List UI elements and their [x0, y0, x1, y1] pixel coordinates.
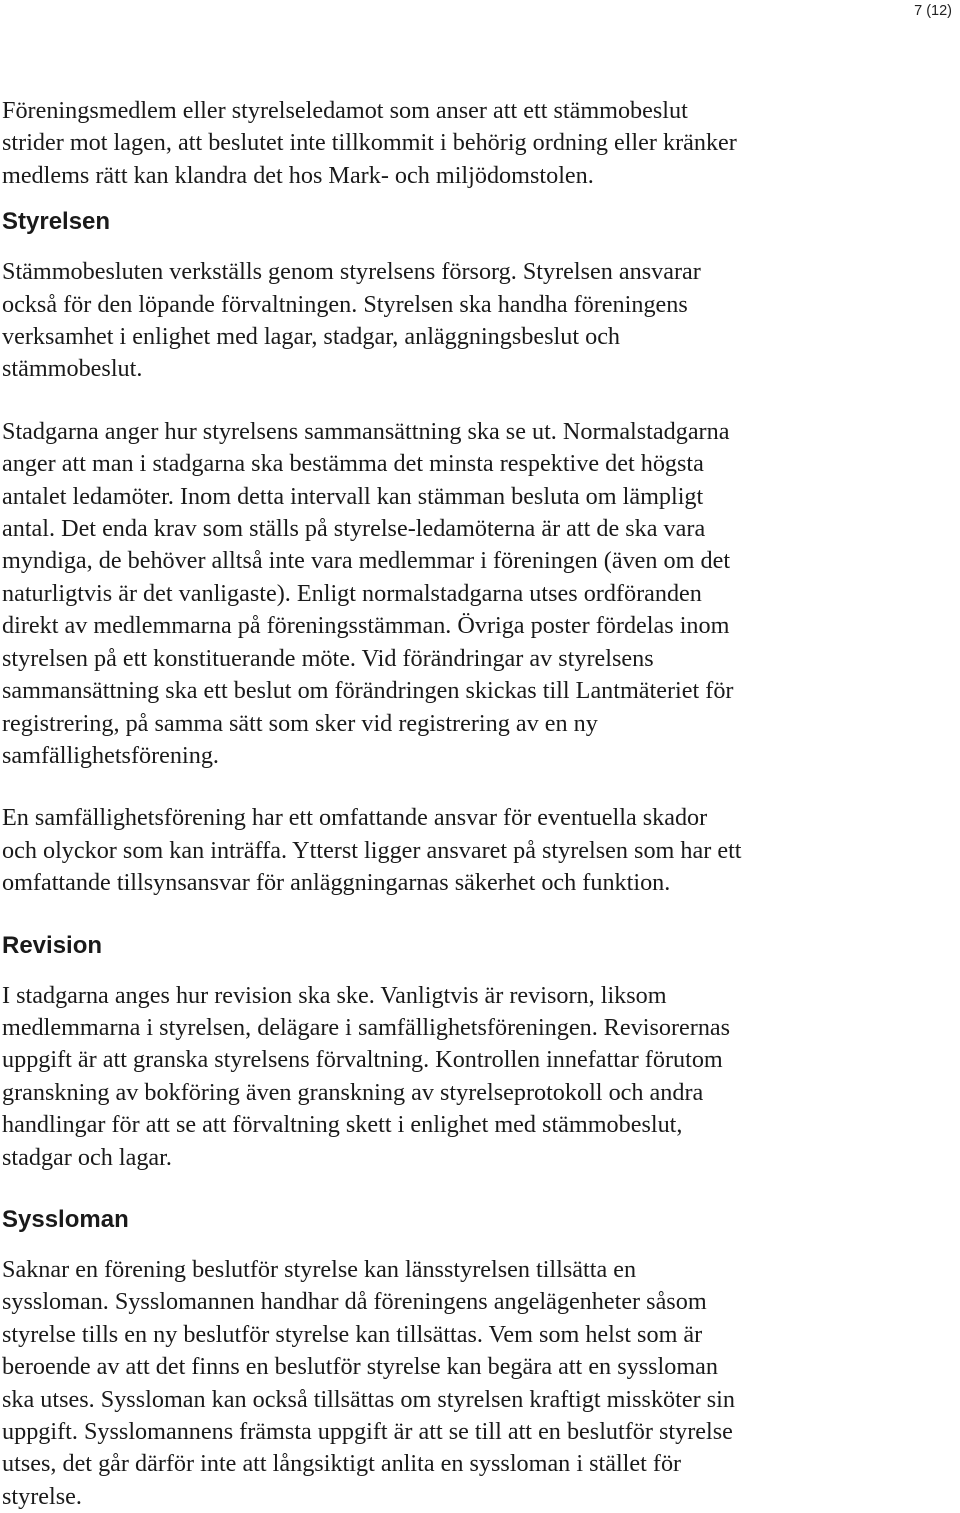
section-heading-syssloman: Syssloman — [2, 1205, 129, 1233]
page-number: 7 (12) — [914, 3, 952, 19]
styrelsen-paragraph-1: Stämmobesluten verkställs genom styrelsens försorg. Styrelsen ansvarar också för den löpande förvaltningen. Styrelsen ska handha föreningens verksamhet i enlighet med lagar, stadgar, anläggningsbeslut och stämmobeslut. — [2, 258, 701, 383]
section-heading-revision: Revision — [2, 931, 103, 959]
styrelsen-paragraph-3: En samfällighetsförening har ett omfattande ansvar för eventuella skador och olyckor som kan inträffa. Ytterst ligger ansvaret på styrelsen som har ett omfattande tillsynsansvar för anläggningarnas säkerhet och funktion. — [2, 804, 742, 897]
intro-paragraph: Föreningsmedlem eller styrelseledamot som anser att ett stämmobeslut strider mot lagen, att beslutet inte tillkommit i behörig ordning eller kränker medlems rätt kan klandra det hos Mark- och miljödomstolen. — [2, 97, 737, 189]
syssloman-paragraph-1: Saknar en förening beslutför styrelse kan länsstyrelsen tillsätta en syssloman. Sysslomannen handhar då föreningens angelägenheter såsom styrelse tills en ny beslutför styrelse kan tillsättas. Vem som helst som är beroende av att det finns en beslutför styrelse kan begära att en syssloman ska utses. Syssloman kan också tillsättas om styrelsen kraftigt missköter sin uppgift. Sysslomannens främsta uppgift är att se till att en beslutför styrelse utses, det går därför inte att långsiktigt anlita en syssloman i stället för styrelse. — [2, 1255, 735, 1510]
revision-paragraph-1: I stadgarna anges hur revision ska ske. Vanligtvis är revisorn, liksom medlemmarna i styrelsen, delägare i samfällighetsföreningen. Revisorernas uppgift är att granska styrelsens förvaltning. Kontrollen innefattar förutom granskning av bokföring även granskning av styrelseprotokoll och andra handlingar för att se att förvaltning skett i enlighet med stämmobeslut, stadgar och lagar. — [2, 981, 731, 1171]
document-body — [2, 95, 942, 1513]
section-heading-styrelsen: Styrelsen — [2, 208, 111, 236]
styrelsen-paragraph-2: Stadgarna anger hur styrelsens sammansättning ska se ut. Normalstadgarna anger att man i stadgarna ska bestämma det minsta respektive det högsta antalet ledamöter. Inom detta intervall kan stämman besluta om lämpligt antal. Det enda krav som ställs på styrelse-ledamöterna är att de ska vara myndiga, de behöver alltså inte vara medlemmar i föreningen (även om det naturligtvis är det vanligaste). Enligt normalstadgarna utses ordföranden direkt av medlemmarna på föreningsstämman. Övriga poster fördelas inom styrelsen på ett konstituerande möte. Vid förändringar av styrelsens sammansättning ska ett beslut om förändringen skickas till Lantmäteriet för registrering, på samma sätt som sker vid registrering av en ny samfällighetsförening. — [2, 417, 734, 769]
